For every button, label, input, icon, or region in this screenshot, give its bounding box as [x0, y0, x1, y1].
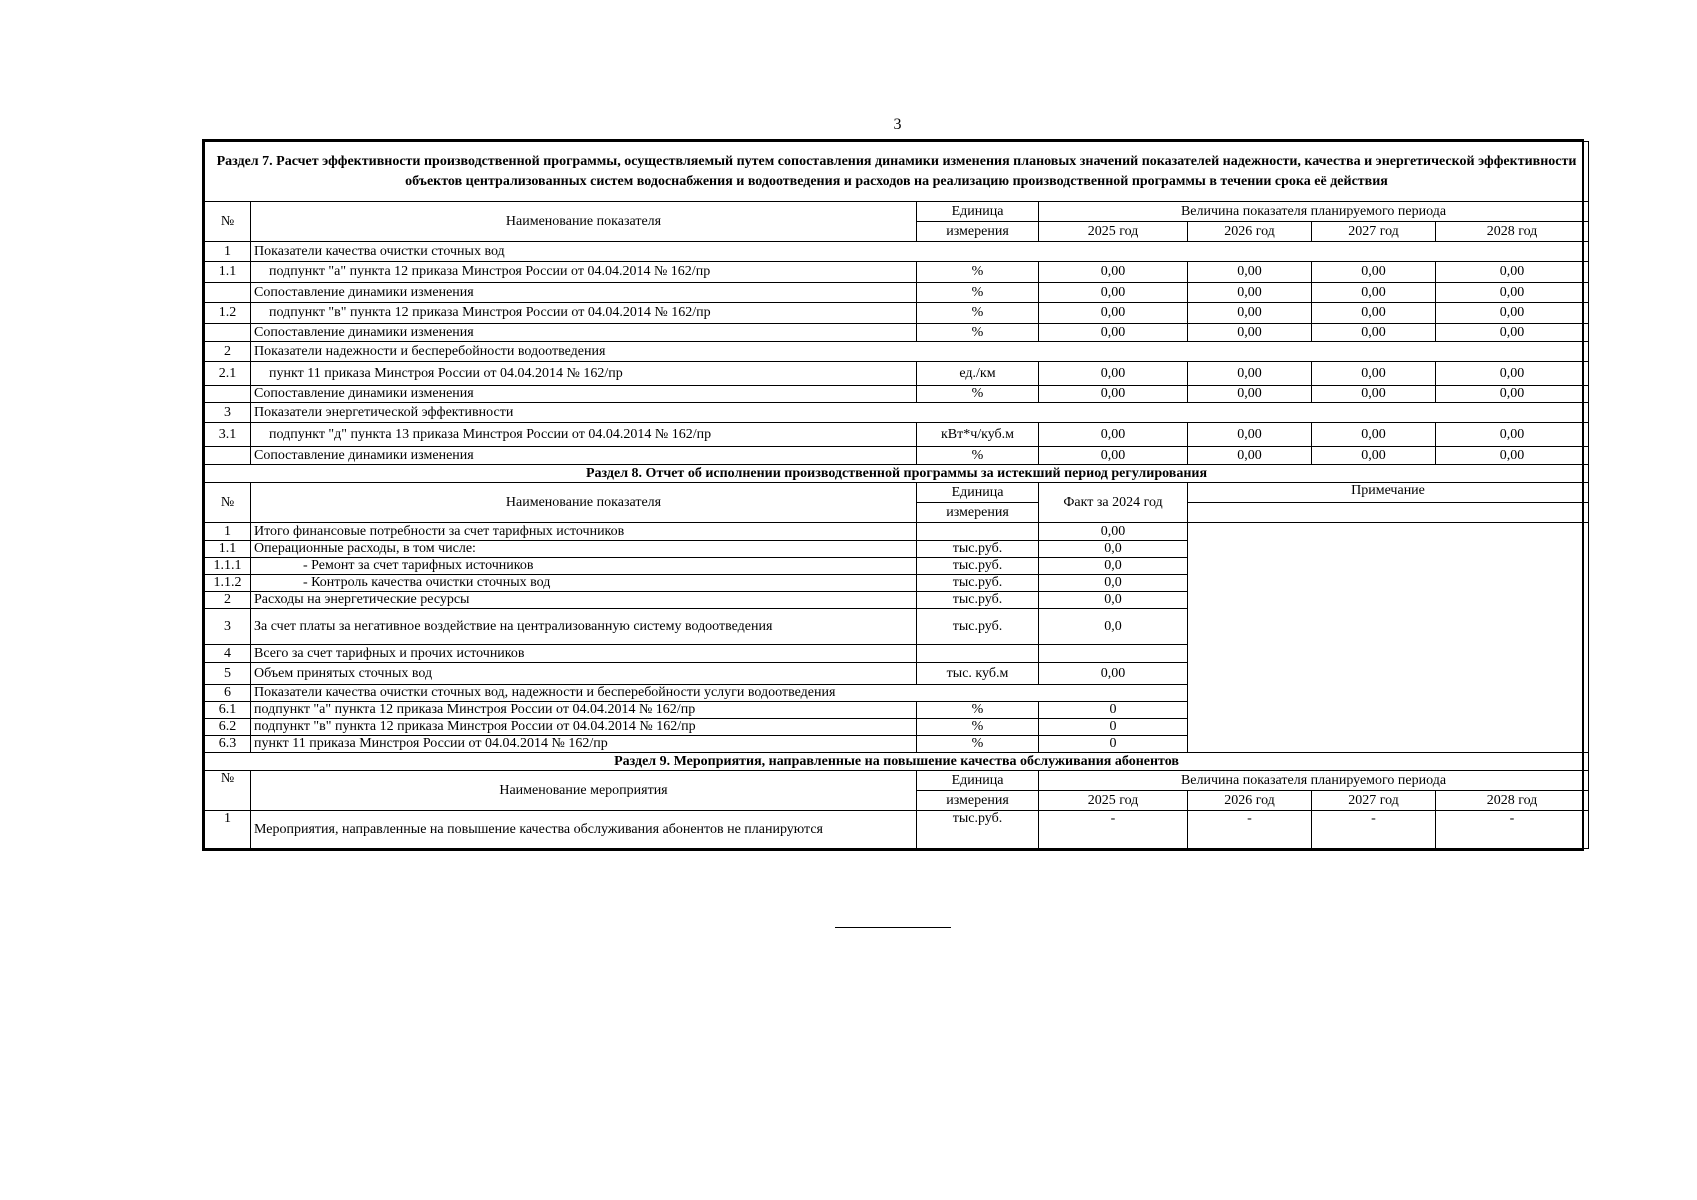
value: 0,00 [1188, 362, 1312, 386]
value: 0,00 [1312, 324, 1436, 342]
unit: тыс.руб. [917, 811, 1039, 849]
indicator-name: подпункт "д" пункта 13 приказа Минстроя России от 04.04.2014 № 162/пр [251, 423, 917, 447]
row-number: 3 [205, 403, 251, 423]
value: 0,00 [1312, 423, 1436, 447]
s8-col-no: № [205, 483, 251, 523]
value: 0,00 [1312, 386, 1436, 403]
row-number: 6.1 [205, 702, 251, 719]
s9-year: 2026 год [1188, 791, 1312, 811]
value: 0,00 [1039, 324, 1188, 342]
fact-value: 0,0 [1039, 575, 1188, 592]
indicator-name: Итого финансовые потребности за счет тарифных источников [251, 523, 917, 541]
s7-row [205, 324, 1589, 342]
fact-value: 0,0 [1039, 592, 1188, 609]
value: 0,00 [1188, 423, 1312, 447]
s7-row [205, 403, 1589, 423]
unit: % [917, 702, 1039, 719]
row-number: 1 [205, 523, 251, 541]
fact-value: 0,0 [1039, 558, 1188, 575]
section7 [205, 142, 1589, 242]
row-number [205, 283, 251, 303]
section7-rows [205, 242, 1589, 465]
unit: ед./км [917, 362, 1039, 386]
section8 [205, 465, 1589, 523]
row-number: 2 [205, 342, 251, 362]
indicator-name: - Контроль качества очистки сточных вод [251, 575, 917, 592]
row-number: 3.1 [205, 423, 251, 447]
s9-col-unit-2: измерения [917, 791, 1039, 811]
unit: % [917, 262, 1039, 283]
value: 0,00 [1312, 283, 1436, 303]
s7-row [205, 447, 1589, 465]
unit: тыс. куб.м [917, 663, 1039, 685]
section9 [205, 753, 1589, 811]
s7-row [205, 283, 1589, 303]
row-number: 3 [205, 609, 251, 645]
row-number: 4 [205, 645, 251, 663]
indicator-name: Сопоставление динамики изменения [251, 447, 917, 465]
group-name: Показатели качества очистки сточных вод, надежности и бесперебойности услуги водоотведения [251, 685, 1188, 702]
section7-title: Раздел 7. Расчет эффективности производственной программы, осуществляемый путем сопоставления динамики изменения плановых значений показателей надежности, качества и энергетической эффективности объектов централизованных систем водоснабжения и водоотведения и расходов на реализацию производственной программы в течении срока её действия [205, 142, 1589, 202]
row-number: 2.1 [205, 362, 251, 386]
indicator-name: подпункт "а" пункта 12 приказа Минстроя России от 04.04.2014 № 162/пр [251, 262, 917, 283]
indicator-name: подпункт "в" пункта 12 приказа Минстроя России от 04.04.2014 № 162/пр [251, 719, 917, 736]
s7-col-period: Величина показателя планируемого периода [1039, 202, 1589, 222]
s7-row [205, 303, 1589, 324]
s9-col-unit-1: Единица [917, 771, 1039, 791]
value: - [1436, 811, 1589, 849]
s9-year: 2025 год [1039, 791, 1188, 811]
indicator-name: Сопоставление динамики изменения [251, 324, 917, 342]
s9-year: 2028 год [1436, 791, 1589, 811]
row-number: 6.3 [205, 736, 251, 753]
unit: % [917, 386, 1039, 403]
value: 0,00 [1188, 283, 1312, 303]
s7-year: 2028 год [1436, 222, 1589, 242]
value: 0,00 [1039, 447, 1188, 465]
s7-year: 2027 год [1312, 222, 1436, 242]
document-sheet [202, 139, 1584, 851]
s7-row [205, 262, 1589, 283]
s8-col-name: Наименование показателя [251, 483, 917, 523]
value: 0,00 [1436, 447, 1589, 465]
s8-col-note: Примечание [1188, 483, 1589, 503]
value: 0,00 [1188, 447, 1312, 465]
s9-year: 2027 год [1312, 791, 1436, 811]
row-number: 1.1.1 [205, 558, 251, 575]
s7-row [205, 423, 1589, 447]
section8-rows [205, 523, 1589, 753]
unit: % [917, 719, 1039, 736]
row-number: 1 [205, 811, 251, 849]
value: 0,00 [1039, 303, 1188, 324]
value: 0,00 [1312, 262, 1436, 283]
s9-col-period: Величина показателя планируемого периода [1039, 771, 1589, 791]
end-rule [835, 927, 951, 928]
value: 0,00 [1436, 423, 1589, 447]
fact-value [1039, 645, 1188, 663]
fact-value: 0 [1039, 719, 1188, 736]
value: 0,00 [1039, 262, 1188, 283]
fact-value: 0,0 [1039, 541, 1188, 558]
s7-row [205, 242, 1589, 262]
s9-col-name: Наименование мероприятия [251, 771, 917, 811]
indicator-name: Всего за счет тарифных и прочих источников [251, 645, 917, 663]
fact-value: 0,00 [1039, 523, 1188, 541]
s8-row [205, 523, 1589, 541]
row-number [205, 386, 251, 403]
unit: % [917, 736, 1039, 753]
fact-value: 0,00 [1039, 663, 1188, 685]
value: - [1312, 811, 1436, 849]
value: 0,00 [1436, 303, 1589, 324]
row-number: 1 [205, 242, 251, 262]
s8-col-unit-1: Единица [917, 483, 1039, 503]
s7-year: 2025 год [1039, 222, 1188, 242]
value: - [1039, 811, 1188, 849]
unit [917, 645, 1039, 663]
s7-col-no: № [205, 202, 251, 242]
row-number: 2 [205, 592, 251, 609]
row-number: 1.1.2 [205, 575, 251, 592]
value: 0,00 [1312, 447, 1436, 465]
row-number: 1.1 [205, 262, 251, 283]
value: 0,00 [1188, 303, 1312, 324]
row-number: 6.2 [205, 719, 251, 736]
indicator-name: Объем принятых сточных вод [251, 663, 917, 685]
note-cell [1188, 523, 1589, 753]
value: 0,00 [1312, 362, 1436, 386]
indicator-name: Операционные расходы, в том числе: [251, 541, 917, 558]
section9-title: Раздел 9. Мероприятия, направленные на повышение качества обслуживания абонентов [205, 753, 1589, 771]
s9-row [205, 811, 1589, 849]
s7-col-name: Наименование показателя [251, 202, 917, 242]
group-name: Показатели качества очистки сточных вод [251, 242, 1589, 262]
value: 0,00 [1436, 324, 1589, 342]
row-number [205, 447, 251, 465]
indicator-name: подпункт "а" пункта 12 приказа Минстроя России от 04.04.2014 № 162/пр [251, 702, 917, 719]
unit: тыс.руб. [917, 558, 1039, 575]
s7-col-unit-2: измерения [917, 222, 1039, 242]
unit: % [917, 447, 1039, 465]
group-name: Показатели энергетической эффективности [251, 403, 1589, 423]
report-table [204, 141, 1589, 849]
indicator-name: пункт 11 приказа Минстроя России от 04.04.2014 № 162/пр [251, 736, 917, 753]
s7-row [205, 386, 1589, 403]
value: 0,00 [1188, 262, 1312, 283]
unit: кВт*ч/куб.м [917, 423, 1039, 447]
value: - [1188, 811, 1312, 849]
value: 0,00 [1039, 386, 1188, 403]
indicator-name: пункт 11 приказа Минстроя России от 04.04.2014 № 162/пр [251, 362, 917, 386]
row-number: 1.2 [205, 303, 251, 324]
unit: тыс.руб. [917, 541, 1039, 558]
value: 0,00 [1039, 283, 1188, 303]
indicator-name: подпункт "в" пункта 12 приказа Минстроя России от 04.04.2014 № 162/пр [251, 303, 917, 324]
s9-col-no: № [205, 771, 251, 811]
section8-title: Раздел 8. Отчет об исполнении производственной программы за истекший период регулирования [205, 465, 1589, 483]
indicator-name: Расходы на энергетические ресурсы [251, 592, 917, 609]
unit: % [917, 324, 1039, 342]
row-number: 5 [205, 663, 251, 685]
unit: тыс.руб. [917, 609, 1039, 645]
value: 0,00 [1039, 362, 1188, 386]
s7-year: 2026 год [1188, 222, 1312, 242]
unit: тыс.руб. [917, 592, 1039, 609]
fact-value: 0 [1039, 702, 1188, 719]
page-number: 3 [893, 116, 902, 133]
indicator-name: За счет платы за негативное воздействие на централизованную систему водоотведения [251, 609, 917, 645]
s7-col-unit-1: Единица [917, 202, 1039, 222]
s8-col-unit-2: измерения [917, 503, 1039, 523]
value: 0,00 [1436, 386, 1589, 403]
s7-row [205, 362, 1589, 386]
s7-row [205, 342, 1589, 362]
indicator-name: - Ремонт за счет тарифных источников [251, 558, 917, 575]
unit: % [917, 303, 1039, 324]
row-number: 1.1 [205, 541, 251, 558]
row-number [205, 324, 251, 342]
unit: тыс.руб. [917, 575, 1039, 592]
indicator-name: Сопоставление динамики изменения [251, 386, 917, 403]
value: 0,00 [1188, 386, 1312, 403]
indicator-name: Сопоставление динамики изменения [251, 283, 917, 303]
fact-value: 0,0 [1039, 609, 1188, 645]
value: 0,00 [1436, 283, 1589, 303]
unit: % [917, 283, 1039, 303]
unit [917, 523, 1039, 541]
value: 0,00 [1312, 303, 1436, 324]
value: 0,00 [1436, 362, 1589, 386]
group-name: Показатели надежности и бесперебойности водоотведения [251, 342, 1589, 362]
section9-rows [205, 811, 1589, 849]
value: 0,00 [1436, 262, 1589, 283]
s8-note-spacer [1188, 503, 1589, 523]
value: 0,00 [1188, 324, 1312, 342]
s8-col-fact: Факт за 2024 год [1039, 483, 1188, 523]
fact-value: 0 [1039, 736, 1188, 753]
value: 0,00 [1039, 423, 1188, 447]
row-number: 6 [205, 685, 251, 702]
measure-name: Мероприятия, направленные на повышение качества обслуживания абонентов не планируются [251, 811, 917, 849]
